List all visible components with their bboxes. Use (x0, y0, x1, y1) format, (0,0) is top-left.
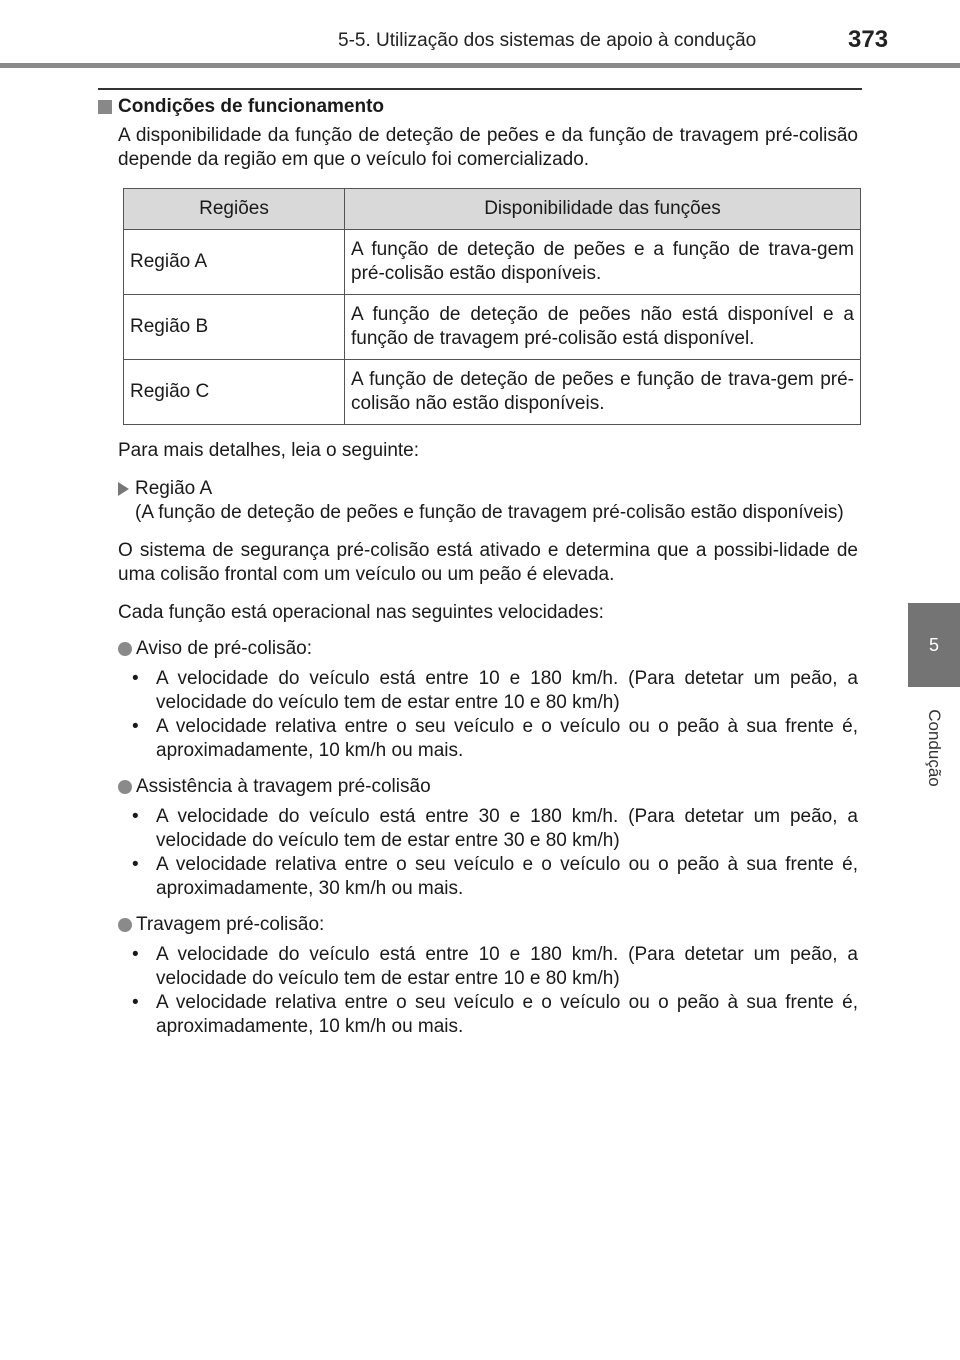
chapter-tab-label: Condução (925, 709, 944, 787)
table-row (124, 295, 861, 360)
chapter-tab-number: 5 (928, 634, 939, 655)
list-item-text: A velocidade relativa entre o seu veículo e o veículo ou o peão à sua frente é, aproximadamente, 10 km/h ou mais. (156, 716, 858, 761)
regions-table (123, 188, 861, 425)
section-heading (98, 94, 858, 120)
circle-bullet-icon (118, 780, 132, 794)
table-row (124, 360, 861, 425)
region-a-subtitle: (A função de deteção de peões e função de travagem pré-colisão estão disponíveis) (135, 502, 844, 523)
chapter-tab[interactable] (908, 603, 960, 687)
region-a-item (118, 477, 858, 525)
bullet-mark: • (132, 668, 139, 689)
condition-list (98, 943, 858, 1039)
function-title: Assistência à travagem pré-colisão (136, 776, 431, 797)
function-block (98, 775, 858, 901)
table-header-row (124, 189, 861, 230)
list-item (98, 853, 858, 901)
table-cell-region: Região A (124, 230, 345, 295)
chapter-title: 5-5. Utilização dos sistemas de apoio à condução (338, 30, 757, 51)
header-rule (0, 63, 960, 68)
details-intro: Para mais detalhes, leia o seguinte: (118, 440, 420, 461)
bullet-mark: • (132, 854, 139, 875)
system-description: O sistema de segurança pré-colisão está ativado e determina que a possibi-lidade de uma colisão frontal com um veículo ou um peão é elevada. (118, 540, 858, 585)
page-number: 373 (848, 26, 889, 53)
list-item-text: A velocidade relativa entre o seu veículo e o veículo ou o peão à sua frente é, aproximadamente, 10 km/h ou mais. (156, 992, 858, 1037)
list-item-text: A velocidade do veículo está entre 10 e 180 km/h. (Para detetar um peão, a velocidade do veículo tem de estar entre 10 e 80 km/h) (156, 944, 858, 989)
table-cell-region: Região B (124, 295, 345, 360)
function-block (98, 913, 858, 1039)
table-cell-region: Região C (124, 360, 345, 425)
table-header-availability: Disponibilidade das funções (345, 189, 861, 230)
condition-list (98, 667, 858, 763)
section-heading-text: Condições de funcionamento (118, 96, 385, 117)
list-item (98, 667, 858, 715)
list-item (98, 943, 858, 991)
region-a-text (135, 477, 858, 525)
region-a-title: Região A (135, 478, 213, 499)
list-item-text: A velocidade do veículo está entre 10 e 180 km/h. (Para detetar um peão, a velocidade do veículo tem de estar entre 10 e 80 km/h) (156, 668, 858, 713)
function-heading (118, 775, 858, 799)
list-item-text: A velocidade relativa entre o seu veículo e o veículo ou o peão à sua frente é, aproximadamente, 30 km/h ou mais. (156, 854, 858, 899)
bullet-mark: • (132, 944, 139, 965)
section-intro: A disponibilidade da função de deteção de peões e da função de travagem pré-colisão depende da região em que o veículo foi comercializado. (118, 125, 858, 170)
function-block (98, 637, 858, 763)
list-item (98, 715, 858, 763)
bullet-mark: • (132, 992, 139, 1013)
function-heading (118, 637, 858, 661)
function-title: Travagem pré-colisão: (136, 914, 325, 935)
function-title: Aviso de pré-colisão: (136, 638, 313, 659)
table-cell-availability: A função de deteção de peões e função de trava-gem pré-colisão não estão disponíveis. (345, 360, 861, 425)
list-item (98, 991, 858, 1039)
table-header-regions: Regiões (124, 189, 345, 230)
table-cell-availability: A função de deteção de peões e a função de trava-gem pré-colisão estão disponíveis. (345, 230, 861, 295)
page-content (98, 94, 858, 1039)
condition-list (98, 805, 858, 901)
section-rule (98, 88, 862, 90)
table-cell-availability: A função de deteção de peões não está disponível e a função de travagem pré-colisão está disponível. (345, 295, 861, 360)
triangle-arrow-icon (118, 482, 129, 496)
list-item-text: A velocidade do veículo está entre 30 e 180 km/h. (Para detetar um peão, a velocidade do veículo tem de estar entre 30 e 80 km/h) (156, 806, 858, 851)
speeds-intro: Cada função está operacional nas seguintes velocidades: (118, 602, 604, 623)
circle-bullet-icon (118, 642, 132, 656)
bullet-mark: • (132, 806, 139, 827)
bullet-mark: • (132, 716, 139, 737)
circle-bullet-icon (118, 918, 132, 932)
list-item (98, 805, 858, 853)
square-bullet-icon (98, 100, 112, 114)
function-heading (118, 913, 858, 937)
table-row (124, 230, 861, 295)
